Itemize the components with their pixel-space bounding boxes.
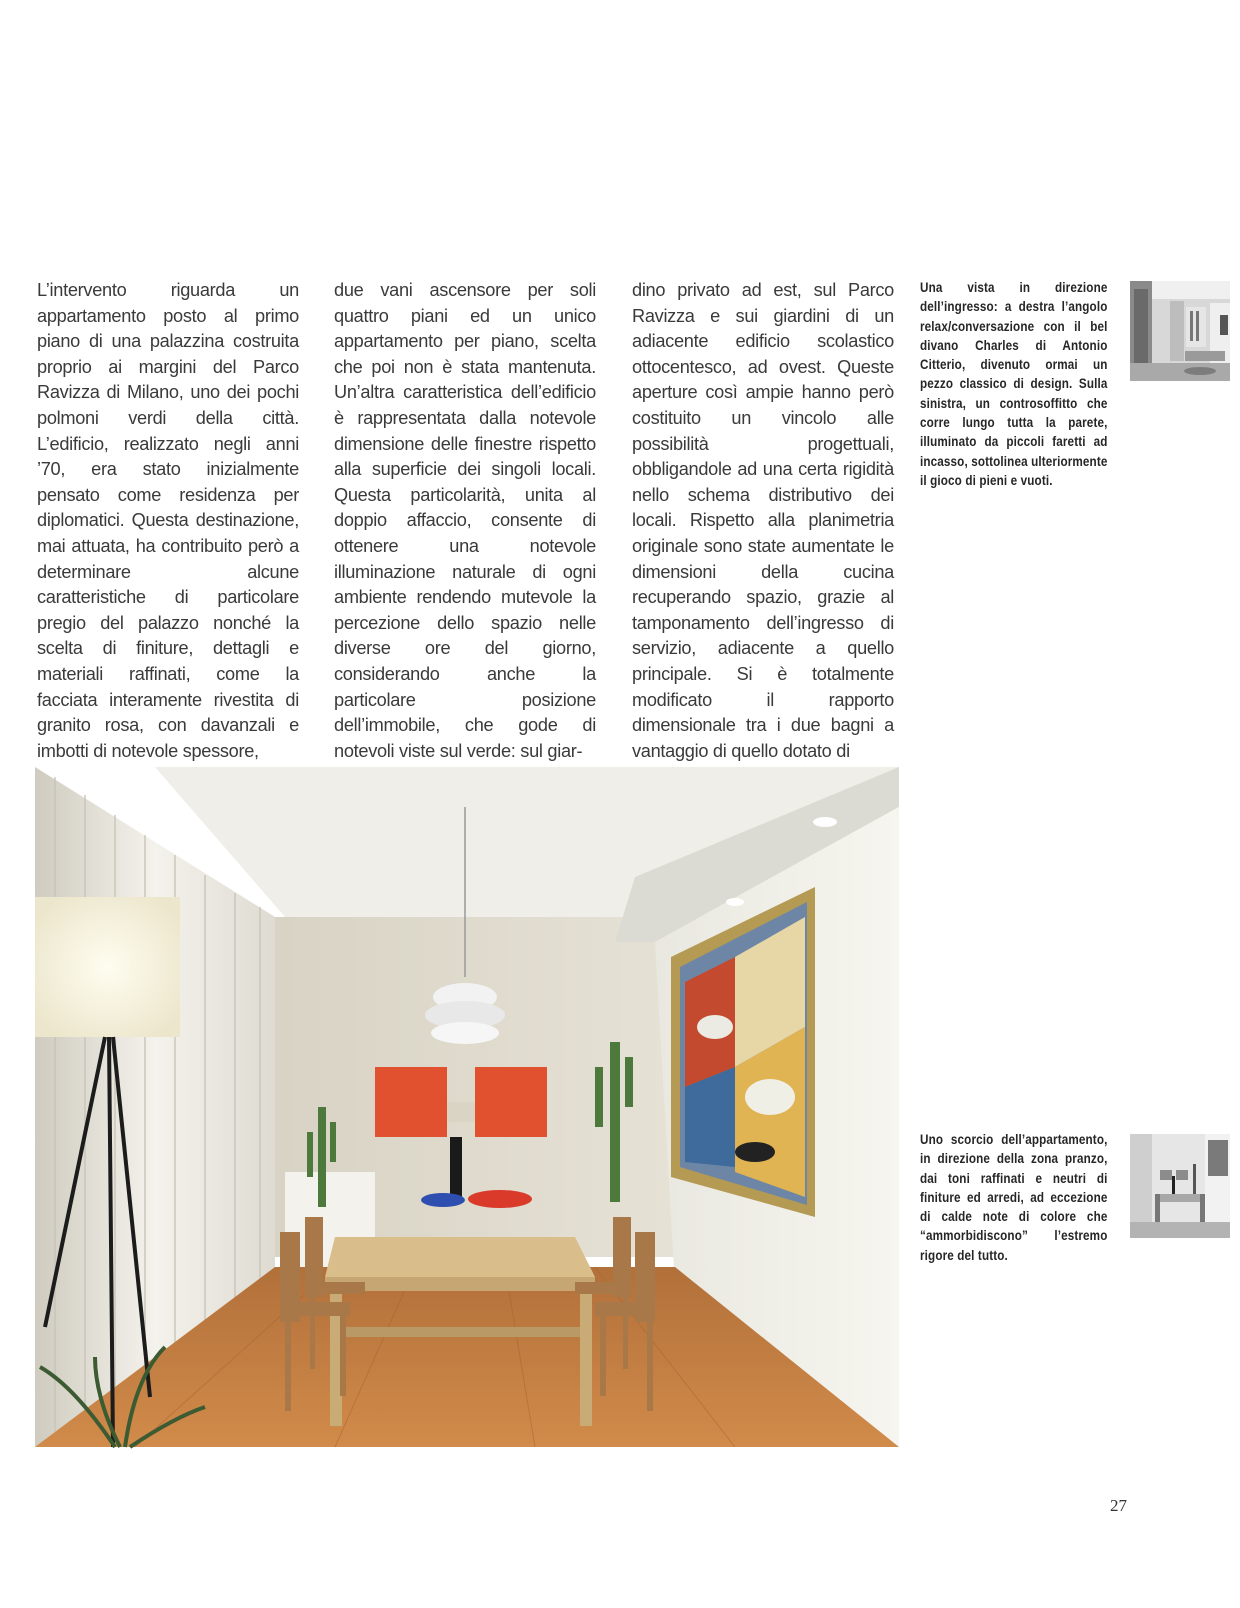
caption-dining: Uno scorcio dell’appartamento, in direzione della zona pranzo, dai toni raffinati e neutri di finiture ed arredi, ad eccezione di calde note di colore che “ammorbidiscono” l’estremo rigore del tutto. (920, 1132, 1108, 1263)
article-column-2: due vani ascensore per soli quattro piani ed un unico appartamento per piano, scelta che poi non è stata mantenuta. Un’altra caratteristica dell’edificio è rappresentata dalla notevole dimensione delle finestre rispetto alla superficie dei singoli locali. Questa particolarità, unita al doppio affaccio, consente di ottenere una notevole illuminazione naturale di ogni ambiente rendendo mutevole la percezione dello spazio nelle diverse ore del giorno, considerando anche la particolare posizione dell’immobile, che gode di notevoli viste sul verde: sul giar- (334, 280, 596, 761)
page-number: 27 (1110, 1496, 1127, 1515)
article-column-1: L’intervento riguarda un appartamento posto al primo piano di una palazzina costruita proprio ai margini del Parco Ravizza di Milano, uno dei pochi polmoni verdi della città. L’edificio, realizzato negli anni ’70, era stato inizialmente pensato come residenza per diplomatici. Questa destinazione, mai attuata, ha contribuito però a determinare alcune caratteristiche di particolare pregio del palazzo nonché la scelta di finiture, dettagli e materiali raffinati, come la facciata interamente rivestita di granito rosa, con davanzali e imbotti di notevole spessore, (37, 280, 299, 761)
dining-room-photo (35, 767, 899, 1447)
thumbnail-dining-photo (1130, 1134, 1230, 1238)
article-column-3: dino privato ad est, sul Parco Ravizza e sui giardini di un adiacente edificio scolastico ottocentesco, ad ovest. Queste aperture così ampie hanno però costituito un vincolo alle possibilità progettuali, obbligandole ad una certa rigidità nello schema distributivo dei locali. Rispetto alla planimetria originale sono state aumentate le dimensioni della cucina recuperando spazio, grazie al tamponamento dell’ingresso di servizio, adiacente a quello principale. Si è totalmente modificato il rapporto dimensionale tra i due bagni a vantaggio di quello dotato di (632, 280, 894, 761)
thumbnail-entrance-photo (1130, 281, 1230, 381)
caption-entrance: Una vista in direzione dell’ingresso: a destra l’angolo relax/conversazione con il bel divano Charles di Antonio Citterio, divenuto ormai un pezzo classico di design. Sulla sinistra, un controsoffitto che corre lungo tutta la parete, illuminato da piccoli faretti ad incasso, sottolinea ulteriormente il gioco di pieni e vuoti. (920, 280, 1108, 488)
